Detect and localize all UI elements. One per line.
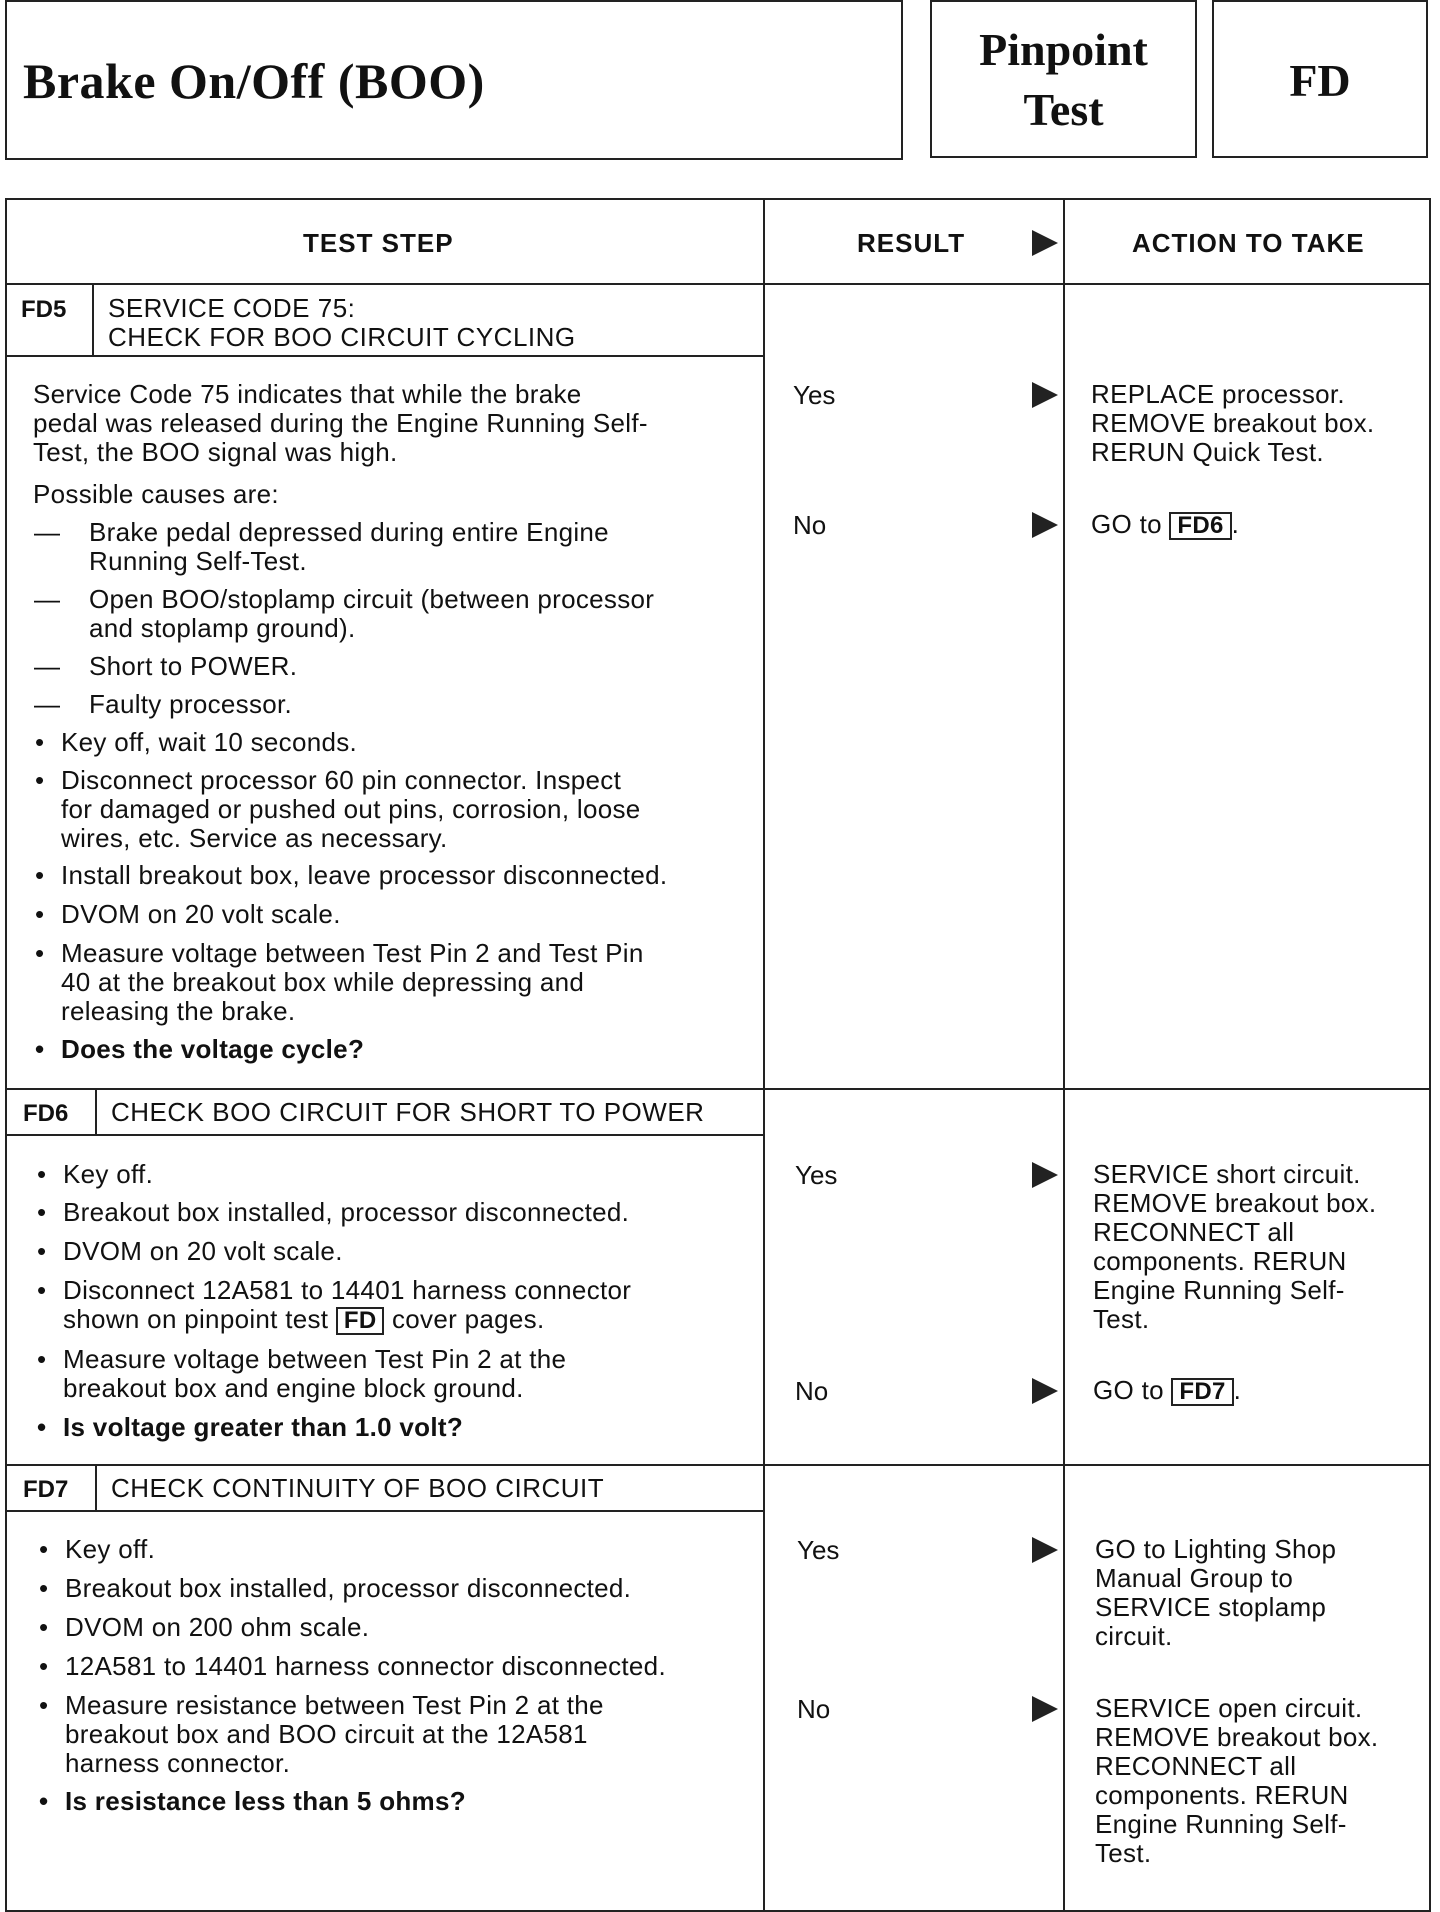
step-bullet: • Disconnect processor 60 pin connector. Inspect for damaged or pushed out pins, corrosion, loose wires, etc. Service as necessary. (61, 766, 641, 853)
action-no: GO to FD6 . (1091, 509, 1240, 539)
step-bullet: • Install breakout box, leave processor disconnected. (61, 861, 667, 890)
step-id: FD5 (21, 296, 67, 323)
divider (7, 1510, 763, 1512)
action-yes: REPLACE processor. REMOVE breakout box. RERUN Quick Test. (1091, 379, 1375, 467)
action-no: GO to FD7 . (1093, 1375, 1242, 1405)
result-no: No (795, 1376, 829, 1406)
arrow-icon (1032, 512, 1058, 538)
cause-item: — Brake pedal depressed during entire Engine Running Self-Test. (89, 518, 609, 576)
pinpoint-test-box (930, 0, 1197, 158)
cause-item: — Faulty processor. (89, 690, 292, 719)
divider (7, 1464, 1429, 1466)
result-yes: Yes (795, 1160, 838, 1190)
divider (7, 355, 763, 357)
step-id: FD6 (23, 1100, 69, 1127)
result-no: No (797, 1694, 831, 1724)
step-bullet: • Key off. (65, 1535, 155, 1564)
result-yes: Yes (797, 1535, 840, 1565)
step-bullet: • DVOM on 20 volt scale. (63, 1237, 343, 1266)
divider (7, 283, 1429, 285)
step-reference[interactable]: FD (336, 1307, 385, 1335)
page-title: Brake On/Off (BOO) (23, 53, 485, 109)
arrow-icon (1032, 1696, 1058, 1722)
step-reference[interactable]: FD6 (1169, 512, 1231, 540)
step-title: SERVICE CODE 75: CHECK FOR BOO CIRCUIT CYCLING (108, 293, 576, 352)
header-result: RESULT (857, 228, 966, 258)
header-action: ACTION TO TAKE (1132, 228, 1365, 258)
step-bullet: • DVOM on 200 ohm scale. (65, 1613, 369, 1642)
arrow-icon (1032, 1162, 1058, 1188)
action-yes: GO to Lighting Shop Manual Group to SERVICE stoplamp circuit. (1095, 1534, 1337, 1651)
step-question: • Is voltage greater than 1.0 volt? (63, 1413, 463, 1442)
step-bullet: • Key off. (63, 1160, 153, 1189)
result-no: No (793, 510, 827, 540)
step-question: • Does the voltage cycle? (61, 1035, 364, 1064)
divider (92, 283, 94, 355)
arrow-icon (1032, 230, 1058, 256)
step-bullet: • Breakout box installed, processor disconnected. (65, 1574, 631, 1603)
step-bullet: • DVOM on 20 volt scale. (61, 900, 341, 929)
cause-item: — Short to POWER. (89, 652, 297, 681)
title-box (5, 0, 903, 160)
arrow-icon (1032, 1378, 1058, 1404)
step-bullet: • Key off, wait 10 seconds. (61, 728, 357, 757)
divider (1063, 200, 1065, 1910)
test-label: Test (1023, 84, 1104, 135)
step-bullet: • Measure voltage between Test Pin 2 and Test Pin 40 at the breakout box while depressing and releasing the brake. (61, 939, 644, 1026)
action-no: SERVICE open circuit. REMOVE breakout box. RECONNECT all components. RERUN Engine Running Self- Test. (1095, 1693, 1379, 1868)
cause-item: — Open BOO/stoplamp circuit (between processor and stoplamp ground). (89, 585, 654, 643)
action-yes: SERVICE short circuit. REMOVE breakout box. RECONNECT all components. RERUN Engine Running Self- Test. (1093, 1159, 1377, 1334)
step-intro: Service Code 75 indicates that while the brake pedal was released during the Engine Running Self- Test, the BOO signal was high. (33, 379, 648, 467)
step-bullet: • Disconnect 12A581 to 14401 harness connector shown on pinpoint test FD cover pages. (63, 1276, 631, 1335)
test-table (5, 198, 1431, 1912)
step-reference[interactable]: FD7 (1171, 1378, 1233, 1406)
step-bullet: • Breakout box installed, processor disconnected. (63, 1198, 629, 1227)
step-question: • Is resistance less than 5 ohms? (65, 1787, 466, 1816)
step-bullet: • Measure voltage between Test Pin 2 at the breakout box and engine block ground. (63, 1345, 566, 1403)
divider (763, 200, 765, 1910)
arrow-icon (1032, 382, 1058, 408)
divider (7, 1088, 1429, 1090)
step-title: CHECK CONTINUITY OF BOO CIRCUIT (111, 1473, 605, 1503)
divider (95, 1464, 97, 1510)
step-title: CHECK BOO CIRCUIT FOR SHORT TO POWER (111, 1097, 705, 1127)
step-bullet: • 12A581 to 14401 harness connector disconnected. (65, 1652, 666, 1681)
pinpoint-label: Pinpoint (979, 24, 1148, 75)
result-yes: Yes (793, 380, 836, 410)
causes-label: Possible causes are: (33, 479, 279, 509)
divider (95, 1088, 97, 1134)
step-bullet: • Measure resistance between Test Pin 2 at the breakout box and BOO circuit at the 12A581 harness connector. (65, 1691, 604, 1778)
test-code-box (1212, 0, 1428, 158)
test-code: FD (1289, 55, 1351, 106)
divider (7, 1134, 763, 1136)
step-id: FD7 (23, 1476, 69, 1503)
arrow-icon (1032, 1537, 1058, 1563)
header-test-step: TEST STEP (303, 228, 454, 258)
